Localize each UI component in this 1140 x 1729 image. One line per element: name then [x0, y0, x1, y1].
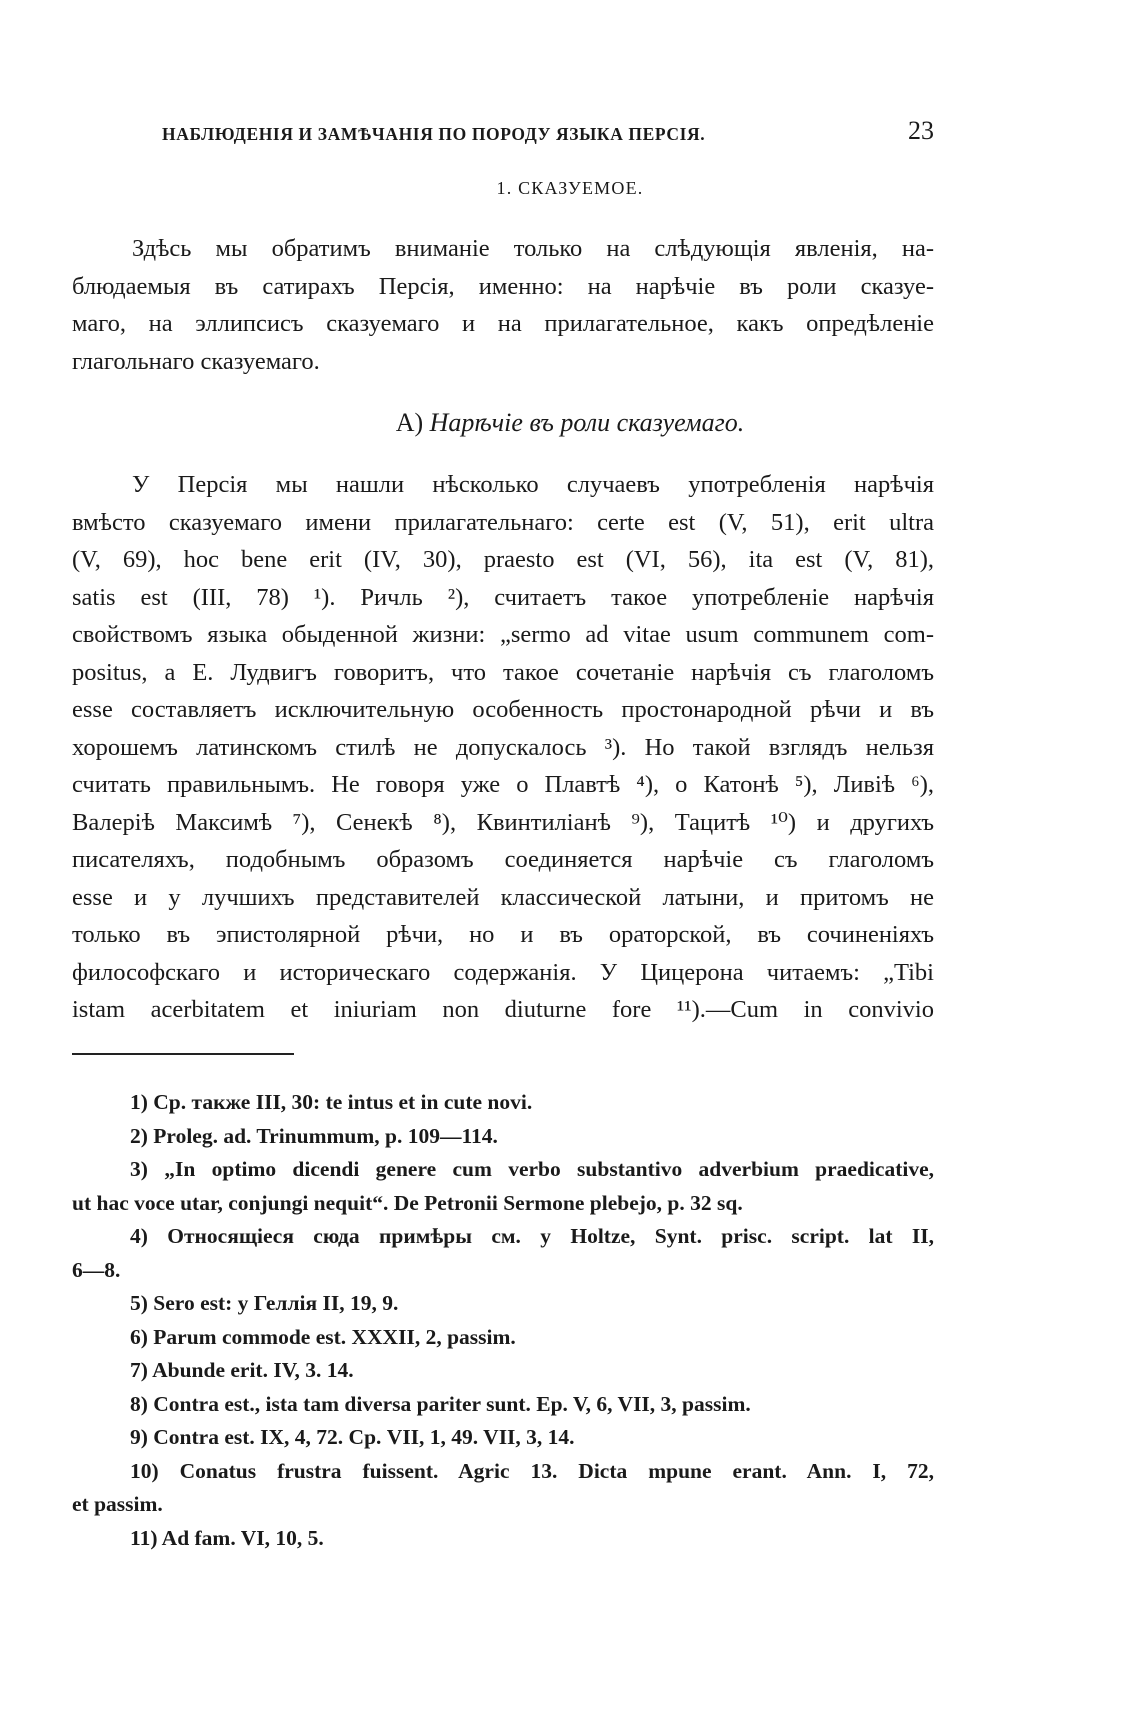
- text-line: вмѣсто сказуемаго имени прилагательнаго: certe est (V, 51), erit ultra: [72, 508, 934, 536]
- text-line: философскаго и историческаго содержанія. У Цицерона читаемъ: „Tibi: [72, 958, 934, 986]
- subsection-prefix: А): [395, 408, 430, 437]
- footnote: 9) Contra est. IX, 4, 72. Ср. VII, 1, 49. VII, 3, 14.: [130, 1425, 575, 1449]
- footnote: 1) Ср. также III, 30: te intus et in cute novi.: [130, 1090, 533, 1114]
- text-line: istam acerbitatem et iniuriam non diuturne fore ¹¹).—Cum in convivio: [72, 996, 934, 1023]
- footnotes: [72, 1086, 934, 1555]
- footnote-continuation: 6—8.: [72, 1257, 121, 1282]
- text-line: только въ эпистолярной рѣчи, но и въ ораторской, въ сочиненіяхъ: [72, 921, 934, 948]
- footnote: 8) Contra est., ista tam diversa pariter sunt. Ep. V, 6, VII, 3, passim.: [130, 1391, 751, 1416]
- footnote: 10) Conatus frustra fuissent. Agric 13. Dicta mpune erant. Ann. I, 72,: [130, 1458, 934, 1483]
- text-line: (V, 69), hoc bene erit (IV, 30), praesto est (VI, 56), ita est (V, 81),: [72, 546, 934, 573]
- text-line: Валеріѣ Максимѣ ⁷), Сенекѣ ⁸), Квинтиліанѣ ⁹), Тацитѣ ¹⁰) и другихъ: [72, 808, 934, 836]
- text-line: У Персія мы нашли нѣсколько случаевъ употребленія нарѣчія: [132, 471, 934, 498]
- running-head: [72, 116, 934, 150]
- text-line: свойствомъ языка обыденной жизни: „sermo ad vitae usum communem com-: [72, 621, 934, 648]
- subsection-title: Нарѣчіе въ роли сказуемаго.: [429, 408, 745, 437]
- text-line: маго, на эллипсисъ сказуемаго и на прилагательное, какъ опредѣленіе: [72, 310, 934, 337]
- text-line: positus, а Е. Лудвигъ говоритъ, что такое сочетаніе нарѣчія съ глаголомъ: [72, 658, 934, 686]
- text-line: блюдаемыя въ сатирахъ Персія, именно: на нарѣчіе въ роли сказуе-: [72, 272, 934, 300]
- footnote: 2) Proleg. ad. Trinummum, p. 109—114.: [130, 1123, 498, 1148]
- text-line: esse составляетъ исключительную особенность простонародной рѣчи и въ: [72, 696, 934, 723]
- page-number: 23: [908, 116, 934, 145]
- footnote-continuation: et passim.: [72, 1492, 163, 1516]
- footnote: 11) Ad fam. VI, 10, 5.: [130, 1525, 324, 1550]
- footnote: 3) „In optimo dicendi genere cum verbo substantivo adverbium praedicative,: [130, 1157, 934, 1181]
- footnote-divider: [72, 1053, 294, 1055]
- text-line: глагольнаго сказуемаго.: [72, 347, 320, 375]
- text-line: esse и у лучшихъ представителей классической латыни, и притомъ не: [72, 883, 934, 911]
- section-heading: 1. СКАЗУЕМОЕ.: [496, 178, 644, 198]
- text-line: писателяхъ, подобнымъ образомъ соединяется нарѣчіе съ глаголомъ: [72, 846, 934, 873]
- footnote: 6) Parum commode est. XXXII, 2, passim.: [130, 1324, 516, 1349]
- intro-paragraph: [72, 230, 934, 380]
- running-title: НАБЛЮДЕНІЯ И ЗАМѢЧАНІЯ ПО ПОРОДУ ЯЗЫКА ПЕРСІЯ.: [162, 124, 706, 144]
- footnote: 5) Sero est: у Геллія II, 19, 9.: [130, 1291, 399, 1315]
- main-paragraph: [72, 466, 934, 1029]
- text-line: Здѣсь мы обратимъ вниманіе только на слѣдующія явленія, на-: [132, 235, 934, 262]
- footnote: 4) Относящіеся сюда примѣры см. у Holtze, Synt. prisc. script. lat II,: [130, 1224, 934, 1248]
- text-line: satis est (III, 78) ¹). Ричль ²), считаетъ такое употребленіе нарѣчія: [72, 583, 934, 611]
- text-line: хорошемъ латинскомъ стилѣ не допускалось ³). Но такой взглядъ нельзя: [72, 733, 934, 761]
- subsection-heading: [0, 408, 1140, 438]
- footnote-continuation: ut hac voce utar, conjungi nequit“. De Petronii Sermone plebejo, p. 32 sq.: [72, 1190, 743, 1215]
- footnote: 7) Abunde erit. IV, 3. 14.: [130, 1358, 354, 1382]
- text-line: считать правильнымъ. Не говоря уже о Плавтѣ ⁴), о Катонѣ ⁵), Ливіѣ ⁶),: [72, 771, 934, 798]
